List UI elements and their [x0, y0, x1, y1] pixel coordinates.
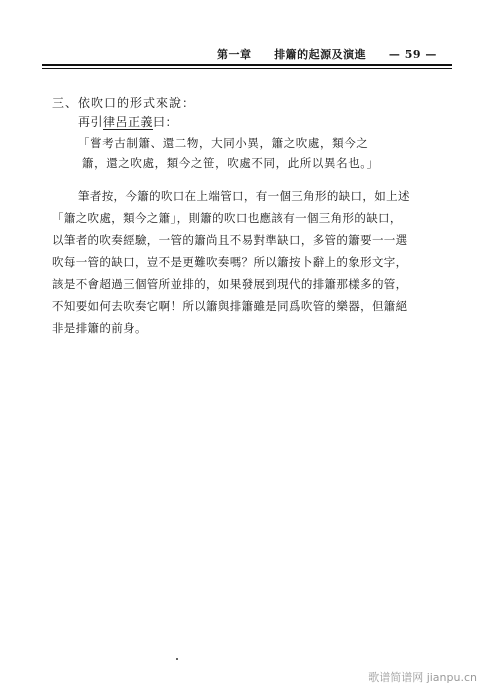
chapter-title: 排簫的起源及演進: [274, 48, 367, 61]
quote-intro-prefix: 再引: [78, 115, 104, 129]
watermark: 歌谱简谱网 jianpu.cn: [368, 671, 477, 684]
quote-line: 簫，還之吹處，類今之笹，吹處不同，此所以異名也。」: [82, 156, 379, 170]
chapter-label: 第一章: [217, 48, 252, 61]
paragraph-line: 以筆者的吹奏經驗，一管的簫尚且不易對準缺口，多管的簫要一一選: [52, 233, 408, 247]
paragraph-line: 非是排簫的前身。: [52, 321, 147, 335]
quote-intro: [78, 114, 178, 130]
quote-intro-suffix: 曰：: [153, 115, 179, 129]
header-rule: [42, 64, 452, 66]
ink-speck: [176, 658, 178, 660]
book-title: 律呂正義: [103, 115, 154, 129]
header-rule-thin: [42, 68, 452, 69]
paragraph-line: 「簫之吹處，類今之簫」，則簫的吹口也應該有一個三角形的缺口，: [52, 211, 402, 225]
paragraph-line: 吹每一管的缺口，豈不是更難吹奏嗎？所以簫按卜辭上的象形文字，: [52, 255, 408, 269]
paragraph-line: 不知要如何去吹奏它啊！所以簫與排簫雖是同爲吹管的樂器，但簫絕: [52, 299, 408, 313]
paragraph-line: 該是不會超過三個管所並排的，如果發展到現代的排簫那樣多的管，: [52, 277, 408, 291]
running-header: [217, 46, 437, 62]
section-title: 三、依吹口的形式來說：: [52, 96, 196, 110]
paragraph-line: 筆者按，今簫的吹口在上端管口，有一個三角形的缺口，如上述: [78, 189, 410, 203]
quote-line: 「嘗考古制簫、還二物，大同小異，簫之吹處，類今之: [78, 136, 369, 150]
page-number: — 59 —: [388, 48, 437, 61]
